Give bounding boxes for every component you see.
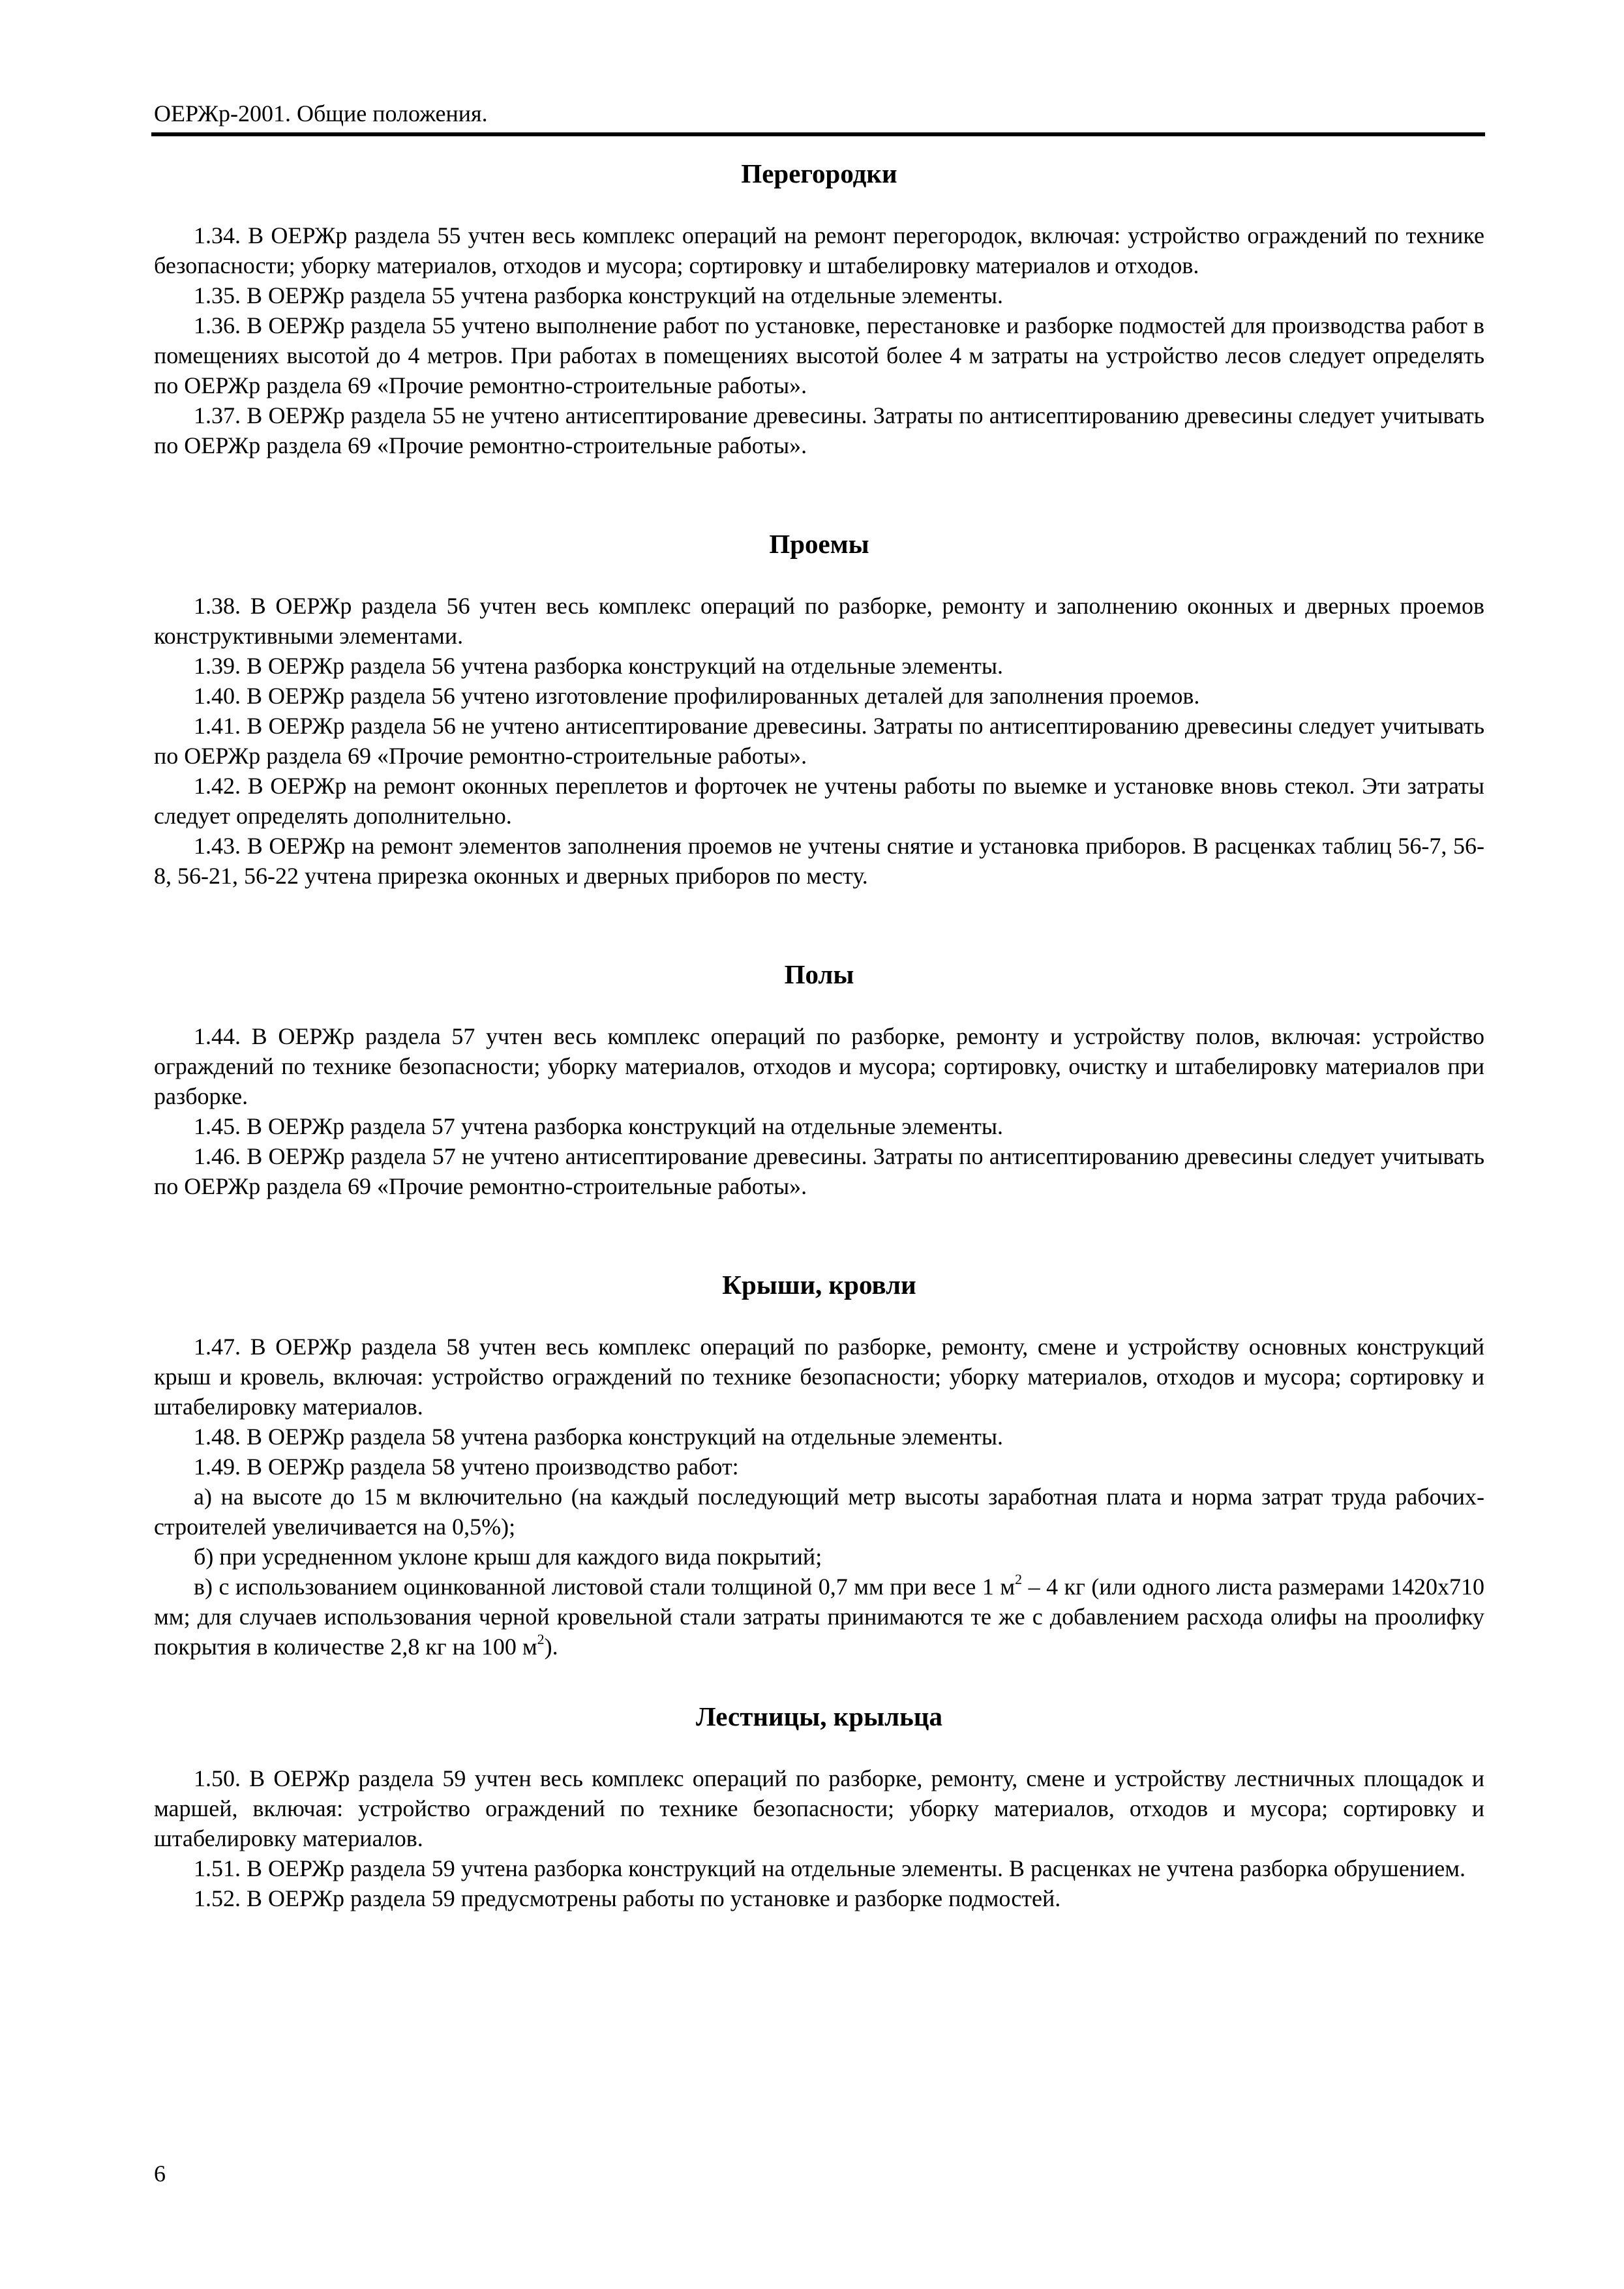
paragraph-text: ).	[544, 1634, 558, 1660]
paragraph: 1.47. В ОЕРЖр раздела 58 учтен весь комплекс операций по разборке, ремонту, смене и устройству основных конструкций крыш и кровель, включая: устройство ограждений по технике безопасности; уборку материалов, отходов и мусора; сортировку и штабелировку материалов.	[154, 1334, 1484, 1420]
section-title: Полы	[784, 959, 854, 989]
paragraph: 1.37. В ОЕРЖр раздела 55 не учтено антисептирование древесины. Затраты по антисептированию древесины следует учитывать по ОЕРЖр раздела 69 «Прочие ремонтно-строительные работы».	[154, 402, 1484, 458]
section-roofs	[154, 1266, 1484, 1662]
paragraph: б) при усредненном уклоне крыш для каждого вида покрытий;	[194, 1544, 822, 1570]
header-rule	[151, 132, 1485, 136]
paragraph: 1.45. В ОЕРЖр раздела 57 учтена разборка конструкций на отдельные элементы.	[194, 1113, 1004, 1139]
paragraph-text: – 4 кг (или одного листа размерами 1420х710 мм; для случаев использования черной кровельной стали затраты принимаются те же с добавлением расхода олифы на проолифку покрытия в количестве 2,8 кг на 100 м	[154, 1574, 1484, 1660]
paragraph: 1.39. В ОЕРЖр раздела 56 учтена разборка конструкций на отдельные элементы.	[194, 653, 1004, 679]
paragraph	[154, 1572, 1484, 1662]
paragraph: 1.43. В ОЕРЖр на ремонт элементов заполнения проемов не учтены снятие и установка приборов. В расценках таблиц 56-7, 56-8, 56-21, 56-22 учтена прирезка оконных и дверных приборов по месту.	[154, 833, 1484, 889]
page-content	[154, 155, 1484, 1913]
section-title: Проемы	[769, 529, 869, 559]
section-title: Крыши, кровли	[722, 1270, 916, 1300]
paragraph: 1.48. В ОЕРЖр раздела 58 учтена разборка конструкций на отдельные элементы.	[194, 1424, 1004, 1450]
paragraph: а) на высоте до 15 м включительно (на каждый последующий метр высоты заработная плата и норма затрат труда рабочих-строителей увеличивается на 0,5%);	[154, 1484, 1484, 1540]
superscript: 2	[1015, 1571, 1023, 1587]
paragraph: 1.35. В ОЕРЖр раздела 55 учтена разборка конструкций на отдельные элементы.	[194, 282, 1004, 308]
paragraph: 1.41. В ОЕРЖр раздела 56 не учтено антисептирование древесины. Затраты по антисептированию древесины следует учитывать по ОЕРЖр раздела 69 «Прочие ремонтно-строительные работы».	[154, 713, 1484, 769]
paragraph: 1.38. В ОЕРЖр раздела 56 учтен весь комплекс операций по разборке, ремонту и заполнению оконных и дверных проемов конструктивными элементами.	[154, 593, 1484, 649]
paragraph: 1.34. В ОЕРЖр раздела 55 учтен весь комплекс операций на ремонт перегородок, включая: устройство ограждений по технике безопасности; уборку материалов, отходов и мусора; сортировку и штабелировку материалов и отходов.	[154, 222, 1484, 278]
section-title: Лестницы, крыльца	[696, 1701, 942, 1731]
paragraph-text: в) с использованием оцинкованной листовой стали толщиной 0,7 мм при весе 1 м	[194, 1574, 1015, 1600]
running-header: ОЕРЖр-2001. Общие положения.	[154, 100, 488, 127]
section-openings	[154, 526, 1484, 891]
paragraph: 1.42. В ОЕРЖр на ремонт оконных переплетов и форточек не учтены работы по выемке и установке вновь стекол. Эти затраты следует определять дополнительно.	[154, 773, 1484, 829]
paragraph: 1.40. В ОЕРЖр раздела 56 учтено изготовление профилированных деталей для заполнения проемов.	[194, 683, 1200, 709]
section-partitions	[154, 155, 1484, 460]
paragraph: 1.44. В ОЕРЖр раздела 57 учтен весь комплекс операций по разборке, ремонту и устройству полов, включая: устройство ограждений по технике безопасности; уборку материалов, отходов и мусора; сортировку, очистку и штабелировку материалов при разборке.	[154, 1023, 1484, 1109]
superscript: 2	[537, 1631, 545, 1647]
paragraph: 1.46. В ОЕРЖр раздела 57 не учтено антисептирование древесины. Затраты по антисептированию древесины следует учитывать по ОЕРЖр раздела 69 «Прочие ремонтно-строительные работы».	[154, 1143, 1484, 1199]
paragraph: 1.49. В ОЕРЖр раздела 58 учтено производство работ:	[194, 1454, 739, 1480]
paragraph: 1.51. В ОЕРЖр раздела 59 учтена разборка конструкций на отдельные элементы. В расценках не учтена разборка обрушением.	[194, 1855, 1466, 1881]
paragraph: 1.36. В ОЕРЖр раздела 55 учтено выполнение работ по установке, перестановке и разборке подмостей для производства работ в помещениях высотой до 4 метров. При работах в помещениях высотой более 4 м затраты на устройство лесов следует определять по ОЕРЖр раздела 69 «Прочие ремонтно-строительные работы».	[154, 312, 1484, 398]
section-floors	[154, 956, 1484, 1201]
paragraph: 1.50. В ОЕРЖр раздела 59 учтен весь комплекс операций по разборке, ремонту, смене и устройству лестничных площадок и маршей, включая: устройство ограждений по технике безопасности; уборку материалов, отходов и мусора; сортировку и штабелировку материалов.	[154, 1765, 1484, 1851]
section-stairs	[154, 1698, 1484, 1913]
section-title: Перегородки	[741, 158, 897, 188]
paragraph: 1.52. В ОЕРЖр раздела 59 предусмотрены работы по установке и разборке подмостей.	[194, 1885, 1061, 1911]
page-number: 6	[154, 2161, 166, 2187]
